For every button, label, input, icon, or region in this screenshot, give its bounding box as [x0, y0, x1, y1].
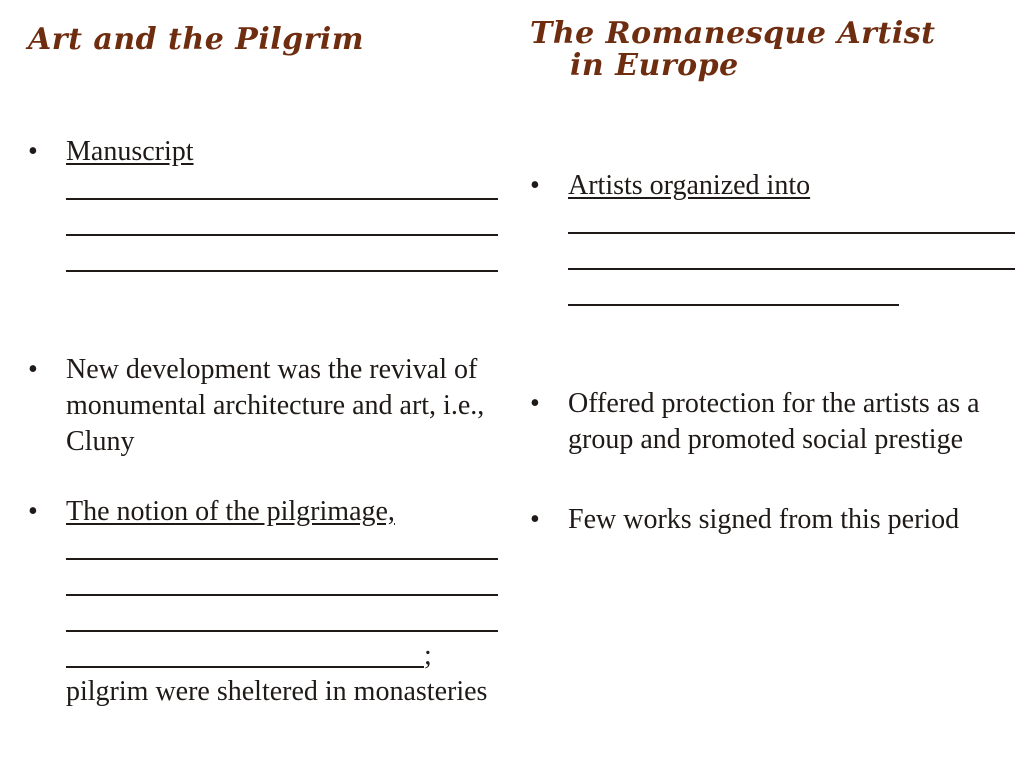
- right-heading: [530, 18, 1000, 83]
- left-bullet-pilgrimage: [28, 494, 498, 710]
- right-heading-line-2: in Europe: [570, 48, 739, 84]
- pilgrimage-blank-1: [66, 524, 498, 560]
- left-bullet-manuscript: [28, 134, 498, 278]
- pilgrimage-blank-4: [66, 632, 424, 668]
- artists-blank-2: [568, 234, 1015, 270]
- right-bullet-signed: [530, 502, 1015, 538]
- pilgrimage-label: • The notion of the pilgrimage,: [66, 496, 395, 527]
- right-bullet-protection: [530, 386, 1015, 458]
- protection-text: Offered protection for the artists as a group and promoted social prestige: [568, 388, 980, 455]
- pilgrimage-semicolon: ;: [424, 640, 432, 671]
- manuscript-label: • Manuscript: [66, 136, 194, 167]
- right-bullet-artists: [530, 168, 1015, 312]
- pilgrimage-tail: pilgrim were sheltered in monasteries: [66, 676, 488, 707]
- right-column: [530, 168, 1015, 538]
- artists-blank-1: [568, 198, 1015, 234]
- left-column: [28, 134, 498, 710]
- monumental-text: New development was the revival of monumental architecture and art, i.e., Cluny: [66, 354, 485, 457]
- pilgrimage-blank-2: [66, 560, 498, 596]
- manuscript-blank-3: [66, 236, 498, 272]
- right-heading-line-1: The Romanesque Artist: [530, 16, 936, 51]
- manuscript-blank-1: [66, 164, 498, 200]
- artists-blank-3: [568, 270, 899, 306]
- artists-label: • Artists organized into: [568, 170, 811, 201]
- left-bullet-monumental: [28, 352, 498, 460]
- manuscript-blank-2: [66, 200, 498, 236]
- left-heading: Art and the Pilgrim: [28, 22, 365, 57]
- signed-text: Few works signed from this period: [568, 504, 960, 535]
- pilgrimage-blank-3: [66, 596, 498, 632]
